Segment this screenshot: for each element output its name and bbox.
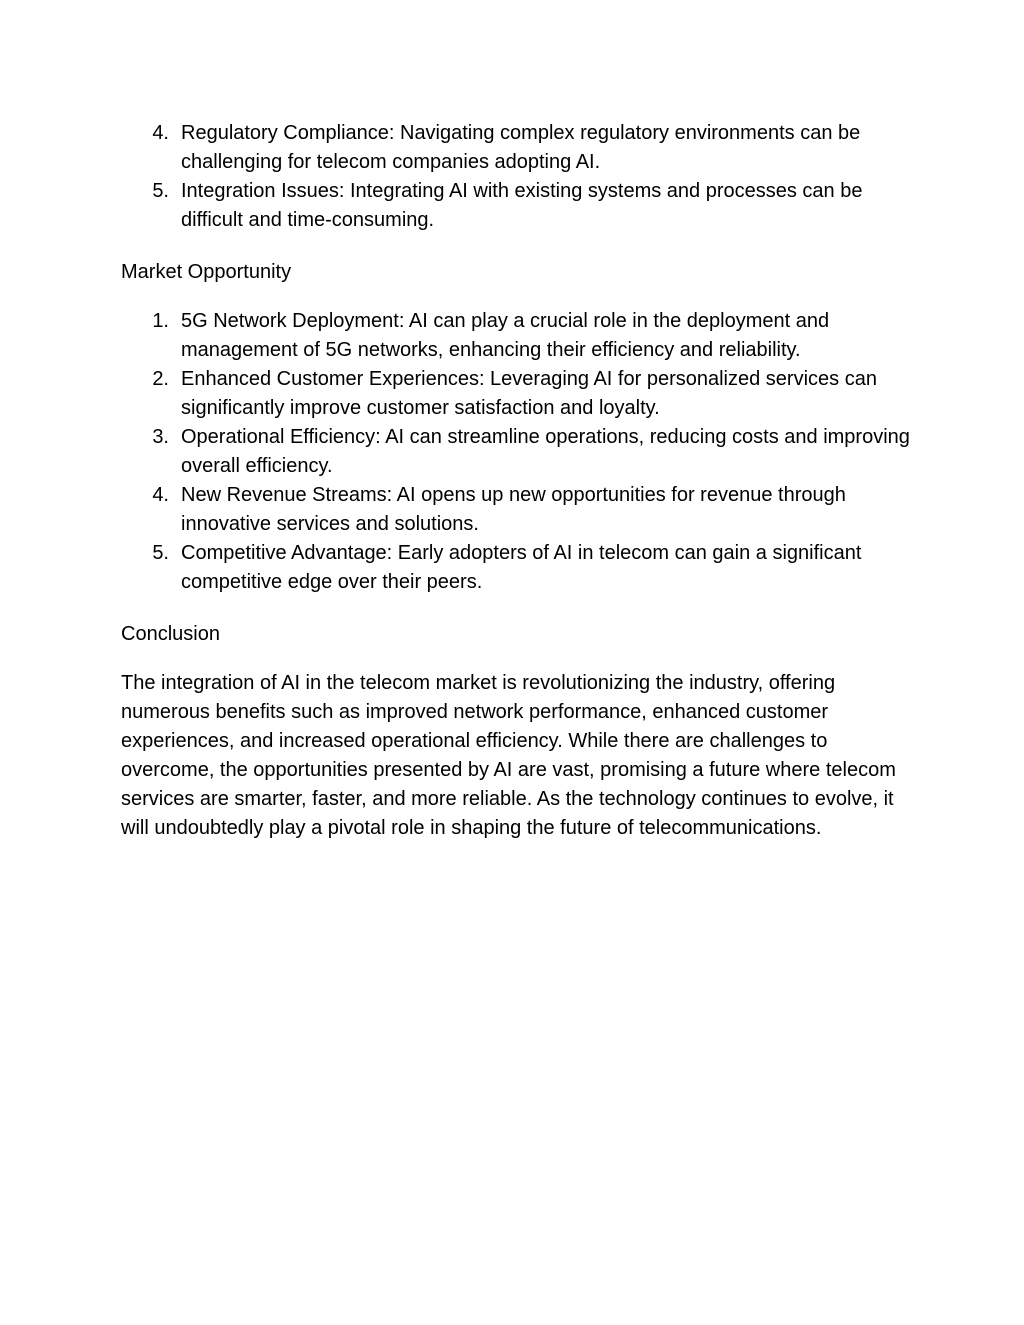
list-item-text: 5G Network Deployment: AI can play a crucial role in the deployment and management of 5G networks, enhancing their efficiency and reliability. xyxy=(181,310,830,361)
list-item xyxy=(121,539,911,597)
list-item-number: 2. xyxy=(152,368,169,390)
conclusion-paragraph: The integration of AI in the telecom market is revolutionizing the industry, offering numerous benefits such as improved network performance, enhanced customer experiences, and increased operational efficiency. While there are challenges to overcome, the opportunities presented by AI are vast, promising a future where telecom services are smarter, faster, and more reliable. As the technology continues to evolve, it will undoubtedly play a pivotal role in shaping the future of telecommunications. xyxy=(121,672,896,839)
list-item-number: 5. xyxy=(152,180,169,202)
list-item-text: Enhanced Customer Experiences: Leveraging AI for personalized services can significantly improve customer satisfaction and loyalty. xyxy=(181,368,877,419)
conclusion-heading: Conclusion xyxy=(121,623,220,645)
market-opportunity-heading: Market Opportunity xyxy=(121,261,292,283)
list-item-text: Operational Efficiency: AI can streamline operations, reducing costs and improving overall efficiency. xyxy=(181,426,910,477)
list-item-number: 4. xyxy=(152,484,169,506)
list-item xyxy=(121,481,911,539)
spacer xyxy=(121,287,911,307)
spacer xyxy=(121,235,911,258)
list-item xyxy=(121,365,911,423)
list-item xyxy=(121,119,911,177)
list-item xyxy=(121,423,911,481)
list-item-text: Integration Issues: Integrating AI with existing systems and processes can be difficult and time-consuming. xyxy=(181,180,863,231)
spacer xyxy=(121,649,911,669)
list-item-text: Competitive Advantage: Early adopters of AI in telecom can gain a significant competitive edge over their peers. xyxy=(181,542,862,593)
list-item-text: New Revenue Streams: AI opens up new opportunities for revenue through innovative services and solutions. xyxy=(181,484,846,535)
list-item-number: 4. xyxy=(152,122,169,144)
market-opportunity-list xyxy=(121,307,911,597)
list-item-number: 5. xyxy=(152,542,169,564)
list-item-number: 3. xyxy=(152,426,169,448)
challenges-list-continued xyxy=(121,119,911,235)
list-item-text: Regulatory Compliance: Navigating complex regulatory environments can be challenging for telecom companies adopting AI. xyxy=(181,122,861,173)
list-item xyxy=(121,177,911,235)
list-item xyxy=(121,307,911,365)
document-content xyxy=(121,119,911,843)
spacer xyxy=(121,597,911,620)
list-item-number: 1. xyxy=(152,310,169,332)
